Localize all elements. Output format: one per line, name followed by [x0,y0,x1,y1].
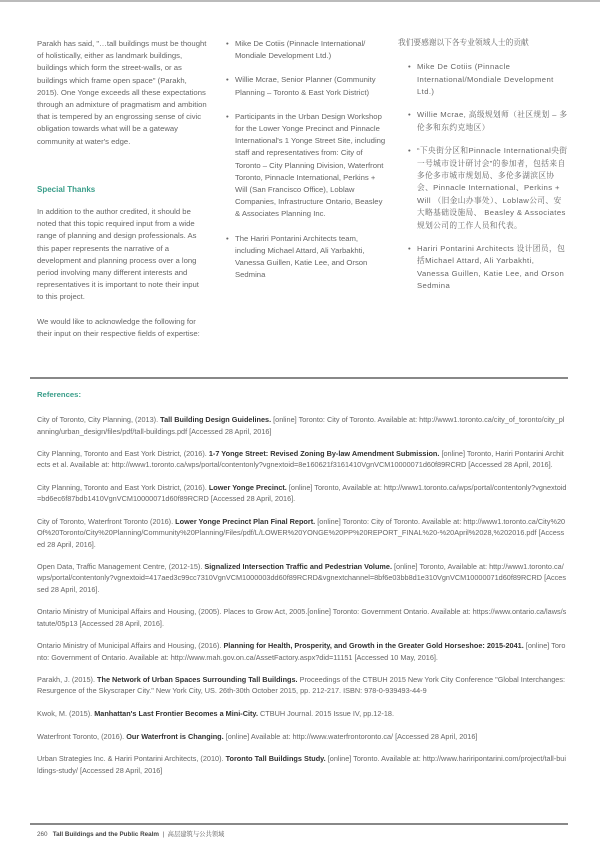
chinese-intro: 我们要感谢以下各专业领域人士的贡献 [398,38,529,47]
reference-item [37,753,567,776]
list-item: • Willie Mcrae, 高级规划师（社区规划 – 多伦多和东约克地区） [408,110,568,132]
list-item-text: Hariri Pontarini Architects 设计团员，包括Michael Attard, Ali Yarbakhti, Vanessa Guillen, Katie Lee, and Orson Sedmina [417,244,566,291]
right-column-chinese [398,37,568,304]
reference-text: Kwok, M. (2015). [37,709,95,719]
reference-text: [online] Toronto, Hariri Pontarini Architects et al. Available at: http://www1.toronto.ca/wps/portal/contentonly?vgnextoid=8e160621f3161410VgnVCM10000071d60f89RCRD [Accessed 28 April, 2016]. [37,449,564,470]
reference-title: Planning for Health, Prosperity, and Growth in the Greater Gold Horseshoe: 2015-2041. [223,641,524,651]
acknowledgement-list-chinese [398,61,568,293]
page-number: 260 [37,831,48,838]
top-rule [0,0,600,2]
reference-item [37,674,567,697]
reference-title: Lower Yonge Precinct. [208,483,287,493]
reference-item [37,708,567,719]
reference-text: [online] Toronto, Available at: http://www1.toronto.ca/wps/portal/contentonly?vgnextoid=bd6ec6f87bdb1410VgnVCM10000071d60f89RCRD [Accessed 28 April, 2016]. [37,483,567,504]
reference-title: 1-7 Yonge Street: Revised Zoning By-law Amendment Submission. [208,449,440,459]
references-heading: References: [37,390,82,399]
list-item-text: Willie Mcrae, 高级规划师（社区规划 – 多伦多和东约克地区） [417,110,568,132]
list-item-text: “下央街分区和Pinnacle International央街一号城市设计研讨会”的参加者，包括来自多伦多市城市规划局、多伦多湖滨区协会、Pinnacle International、Perkins + Will （旧金山办事处）、Loblaw公司、安大略基础设施局、 Beasley & Associates规划公司的工作人员和代表。 [417,146,568,230]
list-item-text: Participants in the Urban Design Workshop for the Lower Yonge Precinct and Pinnacle International's 1 Yonge Street Site, including staff and representatives from: City of Toronto – City Planning Division, Waterfront Toronto, Pinnacle International, Perkins + Will (San Francisco Office), Loblaw Companies, Infrastructure Ontario, Beasley & Associates Planning Inc. [235,111,386,219]
reference-title: Our Waterfront is Changing. [126,731,224,741]
reference-item [37,640,567,663]
footer-title: Tall Buildings and the Public Realm [52,831,160,838]
reference-text: [online] Toronto: City of Toronto. Available at: http://www1.toronto.ca/city_of_toronto/city_planning/urban_design/files/pdf/tall-buildings.pdf [Accessed 28 April, 2016] [37,415,565,436]
list-item: • Mike De Cotiis (Pinnacle International/Mondiale Development Ltd.) [408,62,554,97]
reference-title: The Network of Urban Spaces Surrounding Tall Buildings. [97,675,298,685]
reference-text: City Planning, Toronto and East York District, (2016). [37,449,209,459]
intro-paragraph: Parakh has said, "…tall buildings must be thought of holistically, either as landmark buildings, buildings which form the street-walls, or as buildings which frame open space" (Parakh, 2015). One Yonge exceeds all these expectations through an admixture of pragmatism and ambition that is tempered by an engrossing sense of civic obligation towards what will be a gateway community at water's edge. [37,39,207,146]
reference-text: [online] Toronto: Government of Ontario. Available at: http://www.mah.gov.on.ca/AssetFactory.aspx?did=11151 [Accessed 10 May, 2016]. [37,641,566,662]
list-item-text: Mike De Cotiis (Pinnacle International/ Mondiale Development Ltd.) [235,39,366,61]
reference-text: Open Data, Traffic Management Centre, (2012-15). [37,562,205,572]
reference-text: [online] Toronto. Available at: http://www.hariripontarini.com/project/tall-buildings-study/ [Accessed 28 April, 2016] [37,754,566,775]
reference-text: Waterfront Toronto, (2016). [37,731,127,741]
reference-text: [online] Available at: http://www.waterfrontoronto.ca/ [Accessed 28 April, 2016] [223,731,478,741]
reference-title: Toronto Tall Buildings Study. [225,754,326,764]
footer-rule [30,823,568,825]
list-item: • Mike De Cotiis (Pinnacle International/ Mondiale Development Ltd.) [226,39,366,61]
reference-text: Proceedings of the CTBUH 2015 New York City Conference "Global Interchanges: Resurgence of the Skyscraper City." New York City, US. 26th-30th October 2015, pp. 212-217. ISBN: 978-0-939493-44-9 [37,675,566,696]
references-list [37,414,567,776]
reference-title: Manhattan's Last Frontier Becomes a Mini-City. [94,709,258,719]
list-item: • The Hariri Pontarini Architects team, including Michael Attard, Ali Yarbakhti, Vanessa Guillen, Katie Lee, and Orson Sedmina [226,233,368,280]
reference-text: CTBUH Journal. 2015 Issue IV, pp.12-18. [257,709,394,719]
list-item-text: Mike De Cotiis (Pinnacle International/Mondiale Development Ltd.) [417,62,554,97]
reference-title: Signalized Intersection Traffic and Pedestrian Volume. [204,562,392,572]
list-item: • Participants in the Urban Design Workshop for the Lower Yonge Precinct and Pinnacle International's 1 Yonge Street Site, including staff and representatives from: City of Toronto – City Planning Division, Waterfront Toronto, Pinnacle International, Perkins + Will (San Francisco Office), Loblaw Companies, Infrastructure Ontario, Beasley & Associates Planning Inc. [226,111,386,219]
reference-text: Ontario Ministry of Municipal Affairs and Housing, (2016). [37,641,224,651]
reference-text: [online] Toronto, Available at: http://www1.toronto.ca/wps/portal/contentonly?vgnextoid=417aed3c99cc7310VgnVCM1000003dd60f89RCRD&vgnextchannel=8bf6e03bb8d1e310VgnVCM10000071d60f89RCRD [Accessed 28 April, 2016]. [37,562,566,594]
references-section [37,389,567,787]
reference-title: Lower Yonge Precinct Plan Final Report. [175,516,316,526]
reference-text: Urban Strategies Inc. & Hariri Pontarini Architects, (2010). [37,754,226,764]
list-item: • Willie Mcrae, Senior Planner (Community Planning – Toronto & East York District) [226,75,376,97]
reference-item [37,731,567,742]
left-column [37,38,207,352]
reference-item [37,606,567,629]
reference-item [37,482,567,505]
list-item-text: The Hariri Pontarini Architects team, including Michael Attard, Ali Yarbakhti, Vanessa Guillen, Katie Lee, and Orson Sedmina [235,233,368,280]
reference-item [37,448,567,471]
reference-item [37,414,567,437]
section-divider [30,377,568,379]
page-footer [37,829,224,838]
reference-text: [online] Toronto: City of Toronto. Available at: http://www1.toronto.ca/City%20Of%20Toronto/City%20Planning/Community%20Planning/Files/pdf/L/LOWER%20YONGE%20PP%20REPORT_FINAL%20-%20April%2028,%202016.pdf [Accessed 28 April, 2016]. [37,516,566,549]
special-thanks-heading: Special Thanks [37,184,96,194]
thanks-paragraph: In addition to the author credited, it should be noted that this topic required input from a wide range of planning and design professionals. As this paper represents the narrative of a development and planning process over a long period involving many different interests and representatives it is important to note their input to this project. [37,207,199,302]
reference-item [37,561,567,595]
footer-separator: | [162,831,165,838]
reference-text: City of Toronto, City Planning, (2013). [37,415,161,425]
reference-text: City of Toronto, Waterfront Toronto (2016). [37,516,176,526]
reference-text: Parakh, J. (2015). [37,675,98,685]
list-item: • “下央街分区和Pinnacle International央街一号城市设计研讨会”的参加者，包括来自多伦多市城市规划局、多伦多湖滨区协会、Pinnacle International、Perkins + Will （旧金山办事处）、Loblaw公司、安大略基础设施局、 Beasley & Associates规划公司的工作人员和代表。 [408,146,568,230]
acknowledgement-list [226,38,386,281]
reference-text: Ontario Ministry of Municipal Affairs and Housing, (2005). Places to Grow Act, 2005.[online] Toronto: Government Ontario. Available at: https://www.ontario.ca/laws/statute/05p13 [Accessed 28 April, 2016]. [37,607,567,628]
acknowledge-paragraph: We would like to acknowledge the following for their input on their respective fields of expertise: [37,316,200,338]
footer-title-chinese: 高层建筑与公共领域 [167,831,225,838]
middle-column [226,38,386,293]
reference-text: City Planning, Toronto and East York District, (2016). [37,483,209,493]
reference-item [37,516,567,550]
reference-title: Tall Building Design Guidelines. [160,415,272,425]
list-item: • Hariri Pontarini Architects 设计团员，包括Michael Attard, Ali Yarbakhti, Vanessa Guillen, Katie Lee, and Orson Sedmina [408,244,566,291]
list-item-text: Willie Mcrae, Senior Planner (Community Planning – Toronto & East York District) [235,75,376,97]
